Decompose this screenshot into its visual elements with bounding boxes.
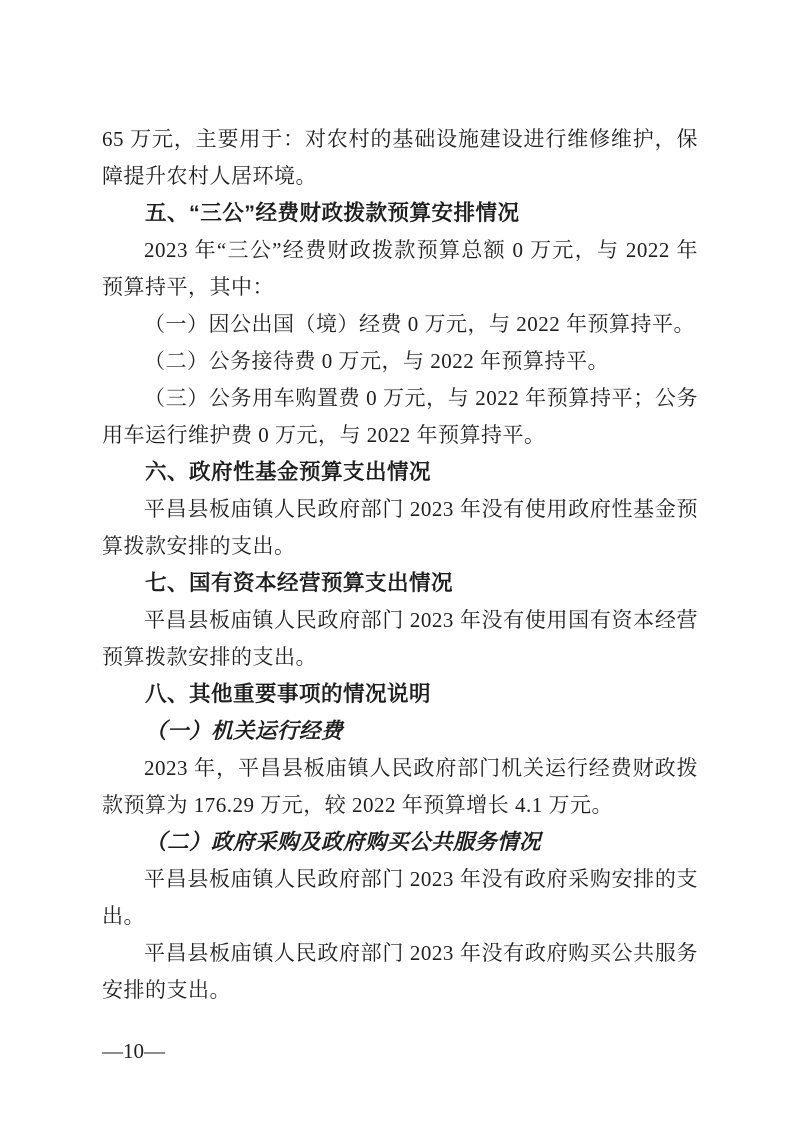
subsection-heading-1: （一）机关运行经费	[145, 719, 344, 743]
body-paragraph: 平昌县板庙镇人民政府部门 2023 年没有政府购买公共服务安排的支出。	[102, 941, 698, 1002]
body-paragraph-item-2: （二）公务接待费 0 万元，与 2022 年预算持平。	[144, 349, 609, 373]
subsection-heading-2: （二）政府采购及政府购买公共服务情况	[145, 830, 542, 854]
body-paragraph: 平昌县板庙镇人民政府部门 2023 年没有政府采购安排的支出。	[102, 867, 698, 928]
body-paragraph-continuation: 65 万元，主要用于：对农村的基础设施建设进行维修维护，保障提升农村人居环境。	[102, 127, 698, 188]
section-heading-7: 七、国有资本经营预算支出情况	[145, 571, 454, 595]
section-heading-6: 六、政府性基金预算支出情况	[145, 460, 432, 484]
body-paragraph: 平昌县板庙镇人民政府部门 2023 年没有使用政府性基金预算拨款安排的支出。	[102, 497, 698, 558]
section-heading-5: 五、“三公”经费财政拨款预算安排情况	[145, 201, 520, 225]
body-paragraph: 平昌县板庙镇人民政府部门 2023 年没有使用国有资本经营预算拨款安排的支出。	[102, 608, 698, 669]
document-body	[102, 121, 698, 1009]
body-paragraph: 2023 年，平昌县板庙镇人民政府部门机关运行经费财政拨款预算为 176.29 万元，较 2022 年预算增长 4.1 万元。	[102, 756, 698, 817]
footer-page-number: —10—	[102, 1039, 165, 1063]
section-heading-8: 八、其他重要事项的情况说明	[145, 682, 432, 706]
body-paragraph-item-1: （一）因公出国（境）经费 0 万元，与 2022 年预算持平。	[144, 312, 695, 336]
body-paragraph-item-3: （三）公务用车购置费 0 万元，与 2022 年预算持平；公务用车运行维护费 0 万元，与 2022 年预算持平。	[102, 386, 698, 447]
body-paragraph: 2023 年“三公”经费财政拨款预算总额 0 万元，与 2022 年预算持平，其中：	[102, 238, 698, 299]
